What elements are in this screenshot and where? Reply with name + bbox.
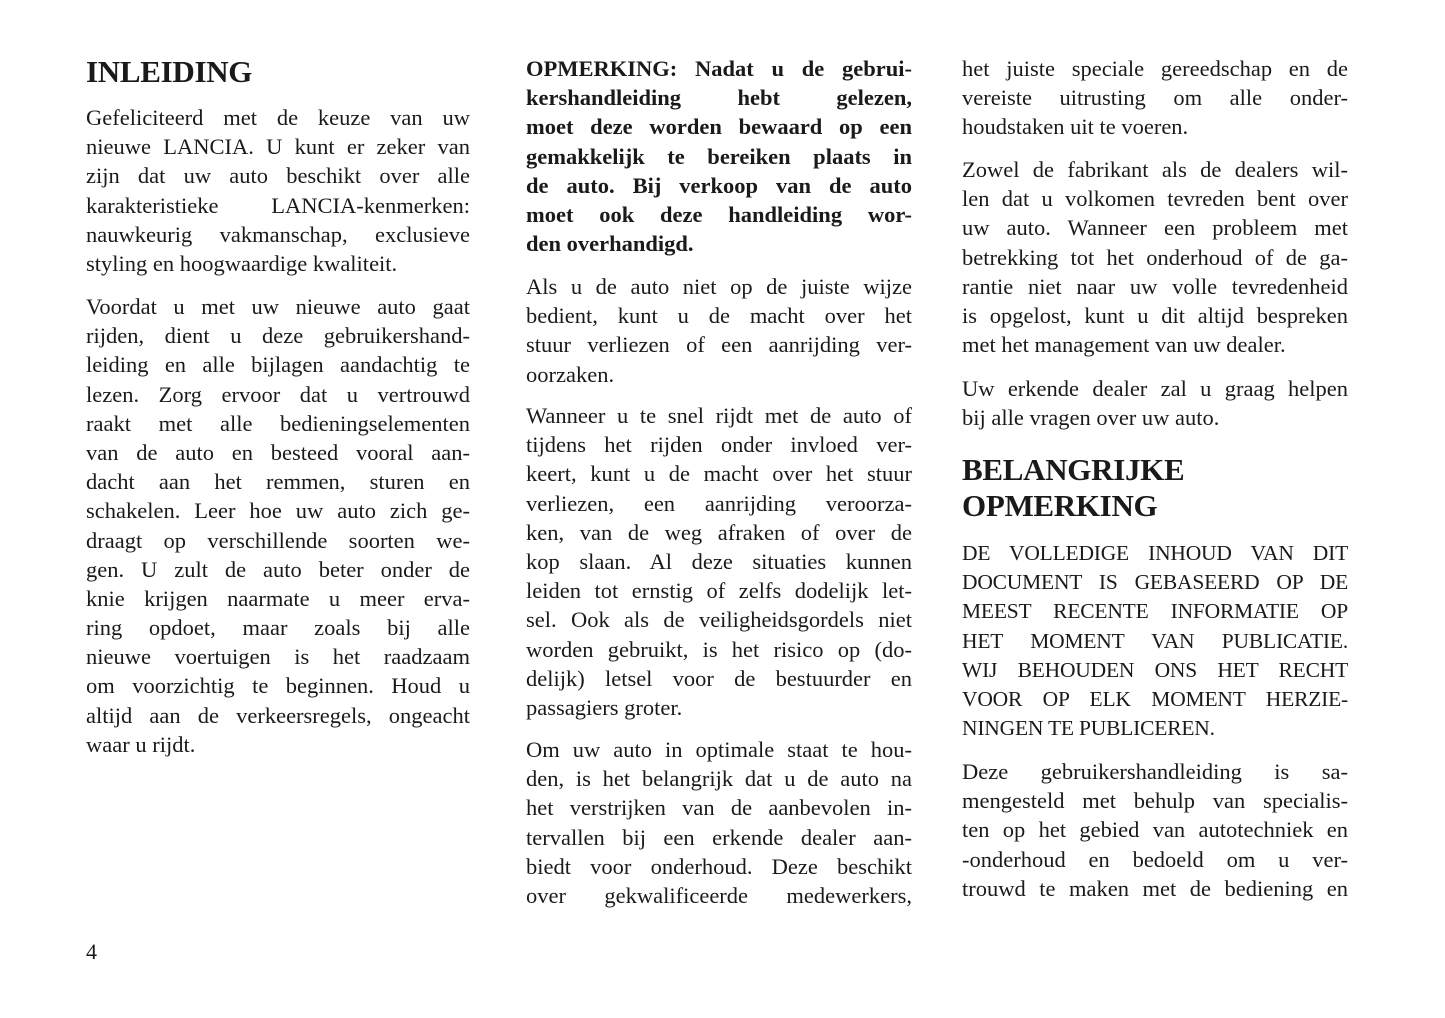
text-line: stuur verliezen of een aanrijding ver-: [526, 332, 912, 358]
text-line: Uw erkende dealer zal u graag helpen: [962, 376, 1348, 401]
text-line: ten op het gebied van autotechniek en: [962, 817, 1348, 843]
text-line: ken, van de weg afraken of over de: [526, 519, 912, 545]
text-line: kop slaan. Al deze situaties kunnen: [526, 548, 912, 574]
text-line: NINGEN TE PUBLICEREN.: [962, 716, 1215, 741]
text-line: karakteristieke LANCIA-kenmerken:: [86, 192, 470, 218]
text-line: van de auto en besteed vooral aan-: [86, 439, 470, 465]
heading-inleiding: INLEIDING: [86, 54, 253, 89]
text-line: Wanneer u te snel rijdt met de auto of: [526, 403, 912, 428]
text-line: ring opdoet, maar zoals bij alle: [86, 615, 470, 641]
text-line: het juiste speciale gereedschap en de: [962, 56, 1348, 81]
text-line: kershandleiding hebt gelezen,: [526, 85, 912, 111]
text-line: knie krijgen naarmate u meer erva-: [86, 585, 470, 611]
text-line: leiding en alle bijlagen aandachtig te: [86, 352, 470, 378]
paragraph-manual-compiled: [962, 757, 1348, 903]
text-line: met het management van uw dealer.: [962, 332, 1286, 358]
text-line: oorzaken.: [526, 361, 615, 387]
paragraph-intro: [86, 103, 470, 278]
text-line: betrekking tot het onderhoud of de ga-: [962, 244, 1348, 270]
page-number: 4: [86, 939, 97, 964]
text-line: delijk) letsel voor de bestuurder en: [526, 665, 912, 691]
text-line: altijd aan de verkeersregels, ongeacht: [86, 702, 470, 728]
text-line: om voorzichtig te beginnen. Houd u: [86, 673, 470, 699]
text-line: schakelen. Leer hoe uw auto zich ge-: [86, 498, 470, 524]
heading-line: OPMERKING: [962, 488, 1158, 523]
text-line: bij alle vragen over uw auto.: [962, 405, 1220, 431]
notice-uppercase: [962, 539, 1348, 743]
text-line: den, is het belangrijk dat u de auto na: [526, 766, 912, 792]
text-line: vereiste uitrusting om alle onder-: [962, 85, 1348, 111]
text-line: zijn dat uw auto beschikt over alle: [86, 163, 470, 189]
text-line: Deze gebruikershandleiding is sa-: [962, 759, 1348, 784]
text-line: nauwkeurig vakmanschap, exclusieve: [86, 221, 470, 247]
text-line: nieuwe LANCIA. U kunt er zeker van: [86, 134, 470, 160]
text-line: DOCUMENT IS GEBASEERD OP DE: [962, 570, 1348, 595]
text-line: Gefeliciteerd met de keuze van uw: [86, 105, 470, 130]
text-line: rantie niet naar uw volle tevredenheid: [962, 273, 1348, 299]
text-line: Om uw auto in optimale staat te hou-: [526, 737, 912, 762]
text-line: keert, kunt u de macht over het stuur: [526, 461, 912, 487]
text-line: styling en hoogwaardige kwaliteit.: [86, 250, 398, 276]
text-line: DE VOLLEDIGE INHOUD VAN DIT: [962, 541, 1348, 565]
text-line: houdstaken uit te voeren.: [962, 114, 1189, 140]
text-line: OPMERKING: Nadat u de gebrui-: [526, 56, 912, 81]
text-line: trouwd te maken met de bediening en: [962, 875, 1348, 901]
text-line: tervallen bij een erkende dealer aan-: [526, 824, 912, 850]
paragraph-maintenance: [526, 735, 912, 910]
text-line: VOOR OP ELK MOMENT HERZIE-: [962, 686, 1348, 711]
paragraph-tools-continued: [962, 54, 1348, 142]
text-line: leiden tot ernstig of zelfs dodelijk let-: [526, 578, 912, 604]
text-line: het verstrijken van de aanbevolen in-: [526, 795, 912, 821]
text-line: dacht aan het remmen, sturen en: [86, 469, 470, 495]
heading-line: BELANGRIJKE: [962, 452, 1185, 487]
text-line: lezen. Zorg ervoor dat u vertrouwd: [86, 381, 470, 407]
text-line: moet deze worden bewaard op een: [526, 114, 912, 140]
text-line: rijden, dient u deze gebruikershand-: [86, 323, 470, 349]
text-line: -onderhoud en bedoeld om u ver-: [962, 846, 1348, 872]
text-line: WIJ BEHOUDEN ONS HET RECHT: [962, 657, 1348, 682]
text-line: uw auto. Wanneer een probleem met: [962, 215, 1348, 241]
text-line: Zowel de fabrikant als de dealers wil-: [962, 157, 1348, 182]
text-line: len dat u volkomen tevreden bent over: [962, 186, 1348, 212]
text-line: nieuwe voertuigen is het raadzaam: [86, 644, 470, 670]
note-keep-manual: [526, 54, 912, 258]
text-line: waar u rijdt.: [86, 731, 196, 757]
text-line: raakt met alle bedieningselementen: [86, 410, 470, 436]
heading-belangrijke-opmerking: [962, 452, 1348, 524]
text-line: over gekwalificeerde medewerkers,: [526, 882, 912, 908]
text-line: den overhandigd.: [526, 231, 694, 257]
text-line: is opgelost, kunt u dit altijd bespreken: [962, 302, 1348, 328]
paragraph-incorrect-operation: [526, 272, 912, 389]
paragraph-dealer-help: [962, 374, 1348, 432]
text-line: bedient, kunt u de macht over het: [526, 303, 912, 329]
text-line: gen. U zult de auto beter onder de: [86, 556, 470, 582]
text-line: de auto. Bij verkoop van de auto: [526, 172, 912, 198]
text-line: MEEST RECENTE INFORMATIE OP: [962, 599, 1348, 624]
text-line: moet ook deze handleiding wor-: [526, 201, 912, 227]
text-line: sel. Ook als de veiligheidsgordels niet: [526, 607, 912, 633]
text-line: Als u de auto niet op de juiste wijze: [526, 274, 912, 299]
text-line: mengesteld met behulp van specialis-: [962, 788, 1348, 814]
text-line: worden gebruikt, is het risico op (do-: [526, 636, 912, 662]
text-line: passagiers groter.: [526, 694, 683, 720]
text-line: biedt voor onderhoud. Deze beschikt: [526, 853, 912, 879]
text-line: draagt op verschillende soorten we-: [86, 527, 470, 553]
text-line: HET MOMENT VAN PUBLICATIE.: [962, 628, 1348, 653]
text-line: gemakkelijk te bereiken plaats in: [526, 143, 912, 169]
text-line: Voordat u met uw nieuwe auto gaat: [86, 294, 470, 319]
text-line: verliezen, een aanrijding veroorza-: [526, 490, 912, 516]
text-line: tijdens het rijden onder invloed ver-: [526, 432, 912, 458]
paragraph-before-driving: [86, 292, 470, 759]
paragraph-satisfaction: [962, 155, 1348, 359]
paragraph-speeding-risks: [526, 401, 912, 722]
